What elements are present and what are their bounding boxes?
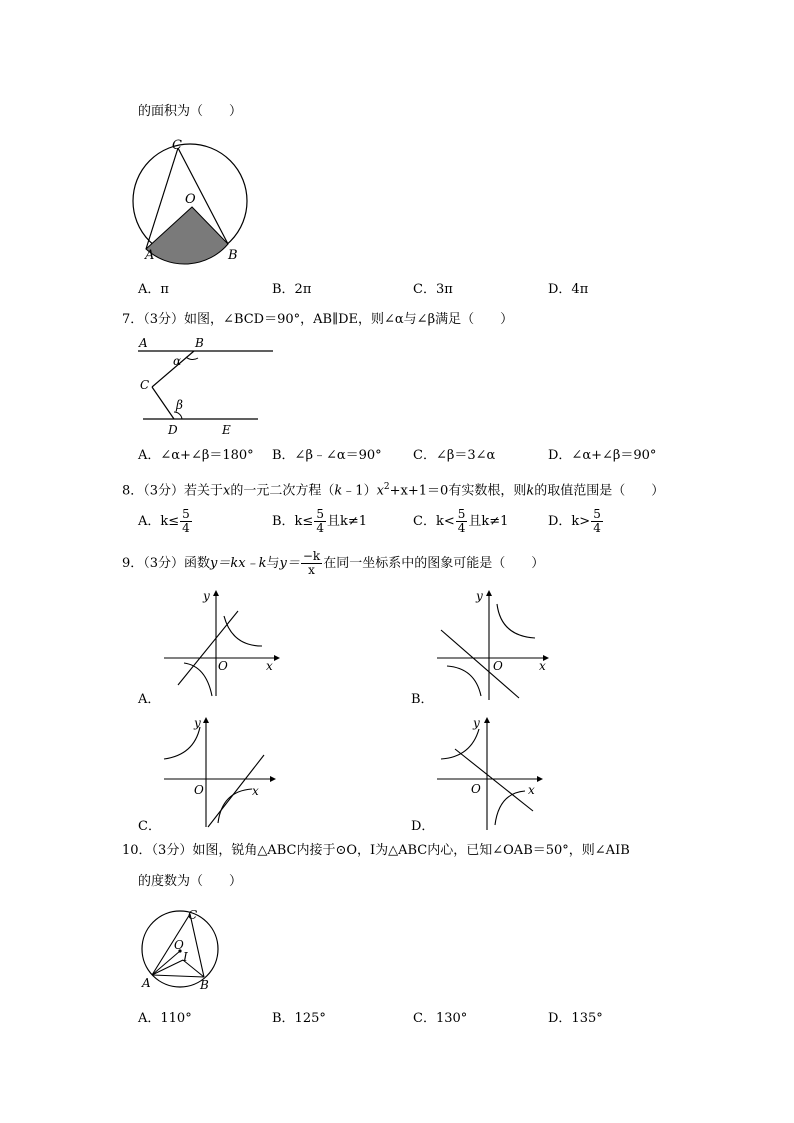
q10-option-b: B．125° xyxy=(272,1011,326,1026)
fraction-denominator: 4 xyxy=(316,521,324,535)
q8-stem-part: 的取值范围是（ ） xyxy=(534,483,665,499)
q8-option-b xyxy=(272,508,367,535)
q8-stem-part: 8．（3分）若关于 xyxy=(122,483,224,499)
q8-option-d-text: D．k> xyxy=(548,514,591,529)
q9-b-y-label: y xyxy=(476,589,483,603)
q7-option-a: A．∠α+∠β＝180° xyxy=(138,448,254,463)
q9-option-b: B． xyxy=(411,692,434,707)
q9-a-origin-label: O xyxy=(218,659,228,673)
q9-c-y-label: y xyxy=(194,716,201,730)
q7-option-d: D．∠α+∠β＝90° xyxy=(548,448,657,463)
q10-label-i: I xyxy=(183,950,188,964)
q9-b-origin-label: O xyxy=(493,659,503,673)
q8-var-x: x xyxy=(223,483,231,499)
q10-stem-line1: 10．（3分）如图，锐角△ABC内接于⊙O，I为△ABC内心，已知∠OAB＝50°，则∠AIB xyxy=(122,843,630,858)
q9-d-x-label: x xyxy=(528,783,535,797)
q8-stem-part: +x+1＝0有实数根，则 xyxy=(389,483,527,499)
q8-option-c-fraction xyxy=(456,508,468,535)
q9-b-x-label: x xyxy=(539,659,546,673)
q10-option-a: A．110° xyxy=(138,1011,192,1026)
q10-label-c: C xyxy=(188,908,198,922)
q7-label-b: B xyxy=(195,336,204,350)
q6-label-c: C xyxy=(172,138,182,153)
fraction-numerator: 5 xyxy=(316,507,324,521)
q7-stem xyxy=(122,311,513,329)
fraction-denominator: 4 xyxy=(593,521,601,535)
q6-label-b: B xyxy=(228,248,238,263)
q6-label-a: A xyxy=(145,248,155,263)
q10-circle-figure xyxy=(138,905,224,993)
q7-label-e: E xyxy=(222,423,231,437)
q9-function-2: y＝ xyxy=(279,556,300,571)
fraction-denominator: x xyxy=(308,563,315,577)
q9-stem-part: 9．（3分）函数 xyxy=(122,556,211,571)
q7-label-alpha: α xyxy=(173,354,182,368)
q8-option-b-fraction xyxy=(314,508,326,535)
q8-option-c-text: C．k< xyxy=(413,514,455,529)
q7-number: 7．（3分）如图， xyxy=(122,312,224,327)
q9-option-d: D． xyxy=(411,819,435,834)
q8-option-d-fraction xyxy=(591,508,603,535)
q8-var-k: k xyxy=(526,483,535,499)
q8-stem-part: ﹣1） xyxy=(342,483,377,499)
q7-stem-text: ∠BCD＝90°，AB∥DE，则∠α与∠β满足（ ） xyxy=(223,312,514,327)
q8-option-c-cond: 且k≠1 xyxy=(468,514,509,529)
q8-stem-part: 的一元二次方程（ xyxy=(230,483,335,499)
q8-option-d xyxy=(548,508,604,535)
q9-d-y-label: y xyxy=(473,716,480,730)
q7-option-b: B．∠β﹣∠α＝90° xyxy=(272,448,382,463)
q7-label-c: C xyxy=(140,378,150,392)
q9-function-1: y＝kx﹣k xyxy=(210,556,267,571)
q8-stem xyxy=(122,478,664,500)
q7-label-a: A xyxy=(139,336,148,350)
q10-label-b: B xyxy=(200,978,209,992)
q10-stem-line2: 的度数为（ ） xyxy=(138,874,243,889)
q9-graph-b xyxy=(433,588,553,698)
q7-label-beta: β xyxy=(176,398,183,412)
fraction-numerator: 5 xyxy=(457,507,466,521)
q8-option-a-text: A．k≤ xyxy=(138,514,180,529)
fraction-numerator: −k xyxy=(302,549,321,563)
q9-a-x-label: x xyxy=(266,659,273,673)
q8-option-a xyxy=(138,508,193,535)
q8-option-a-fraction xyxy=(180,508,192,535)
q8-var-x: x xyxy=(376,483,384,499)
q9-c-origin-label: O xyxy=(194,783,204,797)
q9-c-x-label: x xyxy=(252,784,259,798)
q9-d-origin-label: O xyxy=(471,782,481,796)
q9-graph-d xyxy=(433,715,553,830)
q8-option-b-text: B．k≤ xyxy=(272,514,314,529)
q9-graph-a xyxy=(160,588,280,698)
q6-circle-figure xyxy=(130,135,250,265)
q9-fraction xyxy=(301,550,322,577)
fraction-denominator: 4 xyxy=(457,521,466,535)
q8-var-k: k xyxy=(334,483,343,499)
q6-stem-tail: 的面积为（ ） xyxy=(138,104,243,119)
fraction-numerator: 5 xyxy=(593,507,601,521)
q9-stem xyxy=(122,550,544,577)
q6-option-c: C．3π xyxy=(413,282,453,297)
q7-label-d: D xyxy=(168,423,178,437)
q6-option-a: A．π xyxy=(138,282,169,297)
fraction-numerator: 5 xyxy=(182,507,190,521)
q10-option-c: C．130° xyxy=(413,1011,468,1026)
q6-option-d: D．4π xyxy=(548,282,589,297)
q8-exponent: 2 xyxy=(383,482,390,492)
q10-label-o: O xyxy=(174,938,184,952)
q10-option-d: D．135° xyxy=(548,1011,603,1026)
q6-option-b: B．2π xyxy=(272,282,312,297)
q8-option-c xyxy=(413,508,508,535)
q10-label-a: A xyxy=(142,976,151,990)
q7-option-c: C．∠β＝3∠α xyxy=(413,448,496,463)
q6-label-o: O xyxy=(185,192,196,207)
q9-graph-c xyxy=(160,715,280,827)
q8-option-b-cond: 且k≠1 xyxy=(326,514,368,529)
q7-parallel-figure xyxy=(138,335,278,440)
q9-option-c: C． xyxy=(138,819,161,834)
fraction-denominator: 4 xyxy=(182,521,190,535)
q9-stem-part: 在同一坐标系中的图象可能是（ ） xyxy=(323,556,545,571)
q9-stem-part: 与 xyxy=(266,556,280,571)
q9-a-y-label: y xyxy=(203,589,210,603)
q9-option-a: A． xyxy=(138,692,161,707)
